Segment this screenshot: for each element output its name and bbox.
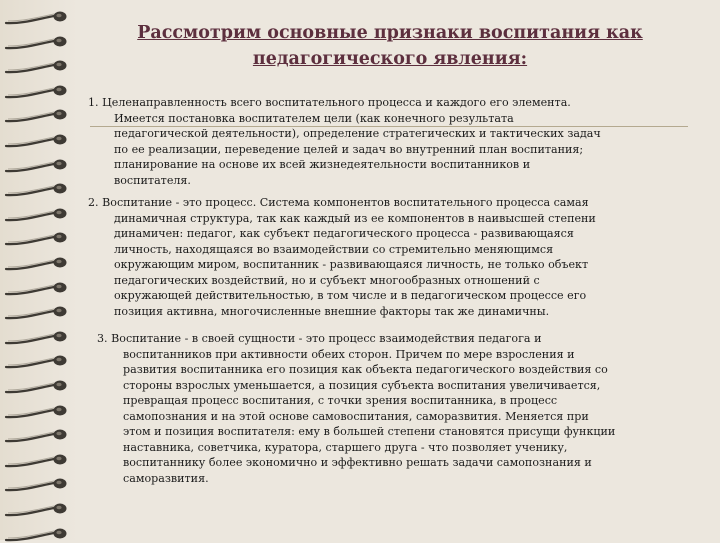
p3-line: воспитаннику более экономично и эффективно решать задачи самопознания и bbox=[123, 456, 592, 469]
p3-line: развития воспитанника его позиция как объекта педагогического воздействия со bbox=[123, 363, 608, 376]
p3-line: стороны взрослых уменьшается, а позиция субъекта воспитания увеличивается, bbox=[123, 378, 601, 392]
p3-line: самопознания и на этой основе самовоспитания, саморазвития. Меняется при bbox=[123, 409, 589, 423]
spiral-ring-icon bbox=[4, 133, 74, 145]
spiral-ring-icon bbox=[4, 502, 74, 514]
p2-line: динамичная структура, так как каждый из ее компонентов в наивысшей степени bbox=[114, 211, 596, 225]
p2-line: окружающим миром, воспитанник - развивающаяся личность, не только объект bbox=[114, 258, 589, 271]
spiral-ring-icon bbox=[4, 158, 74, 170]
paragraph-2 bbox=[88, 195, 596, 319]
spiral-ring-icon bbox=[4, 453, 74, 465]
spiral-ring-icon bbox=[4, 281, 74, 293]
paragraph-3 bbox=[97, 331, 615, 486]
spiral-ring-icon bbox=[4, 354, 74, 366]
p1-line: Имеется постановка воспитателем цели (как конечного результата bbox=[114, 111, 514, 125]
p1-line: по ее реализации, переведение целей и задач во внутренний план воспитания; bbox=[114, 142, 584, 156]
spiral-ring-icon bbox=[4, 379, 74, 391]
p2-line: 2. Воспитание - это процесс. Система компонентов воспитательного процесса самая bbox=[88, 196, 589, 209]
p1-line: планирование на основе их всей жизнедеятельности воспитанников и bbox=[114, 158, 531, 171]
p3-line: 3. Воспитание - в своей сущности - это процесс взаимодействия педагога и bbox=[97, 332, 542, 345]
spiral-ring-icon bbox=[4, 182, 74, 194]
spiral-ring-icon bbox=[4, 59, 74, 71]
p2-line: динамичен: педагог, как субъект педагогического процесса - развивающаяся bbox=[114, 227, 574, 240]
spiral-ring-icon bbox=[4, 527, 74, 539]
spiral-ring-icon bbox=[4, 108, 74, 120]
p2-line: личность, находящаяся во взаимодействии со стремительно меняющимся bbox=[114, 242, 554, 256]
spiral-ring-icon bbox=[4, 84, 74, 96]
p3-line: воспитанников при активности обеих сторон. Причем по мере взросления и bbox=[123, 347, 575, 361]
spiral-ring-icon bbox=[4, 477, 74, 489]
spiral-ring-icon bbox=[4, 207, 74, 219]
spiral-ring-icon bbox=[4, 10, 74, 22]
p3-line: саморазвития. bbox=[123, 471, 209, 485]
p2-line: окружающей действительностью, в том числе и в педагогическом процессе его bbox=[114, 289, 587, 302]
spiral-ring-icon bbox=[4, 305, 74, 317]
p1-line: 1. Целенаправленность всего воспитательного процесса и каждого его элемента. bbox=[88, 96, 571, 109]
spiral-ring-icon bbox=[4, 330, 74, 342]
p3-line: этом и позиция воспитателя: ему в большей степени становятся присущи функции bbox=[123, 425, 616, 438]
spiral-ring-icon bbox=[4, 404, 74, 416]
p1-line: воспитателя. bbox=[114, 173, 191, 187]
spiral-ring-icon bbox=[4, 35, 74, 47]
p3-line: наставника, советчика, куратора, старшего друга - что позволяет ученику, bbox=[123, 440, 568, 454]
p3-line: превращая процесс воспитания, с точки зрения воспитанника, в процесс bbox=[123, 394, 558, 407]
spiral-ring-icon bbox=[4, 231, 74, 243]
title-line-2: педагогического явления: bbox=[252, 49, 528, 69]
p2-line: педагогических воздействий, но и субъект многообразных отношений с bbox=[114, 273, 540, 287]
p1-line: педагогической деятельности), определение стратегических и тактических задач bbox=[114, 127, 601, 140]
spiral-ring-icon bbox=[4, 256, 74, 268]
spiral-binding bbox=[0, 0, 78, 540]
title-line-1: Рассмотрим основные признаки воспитания как bbox=[137, 23, 643, 43]
p2-line: позиция активна, многочисленные внешние факторы так же динамичны. bbox=[114, 304, 550, 318]
spiral-ring-icon bbox=[4, 428, 74, 440]
paragraph-1 bbox=[88, 95, 601, 188]
slide-title bbox=[90, 20, 690, 72]
